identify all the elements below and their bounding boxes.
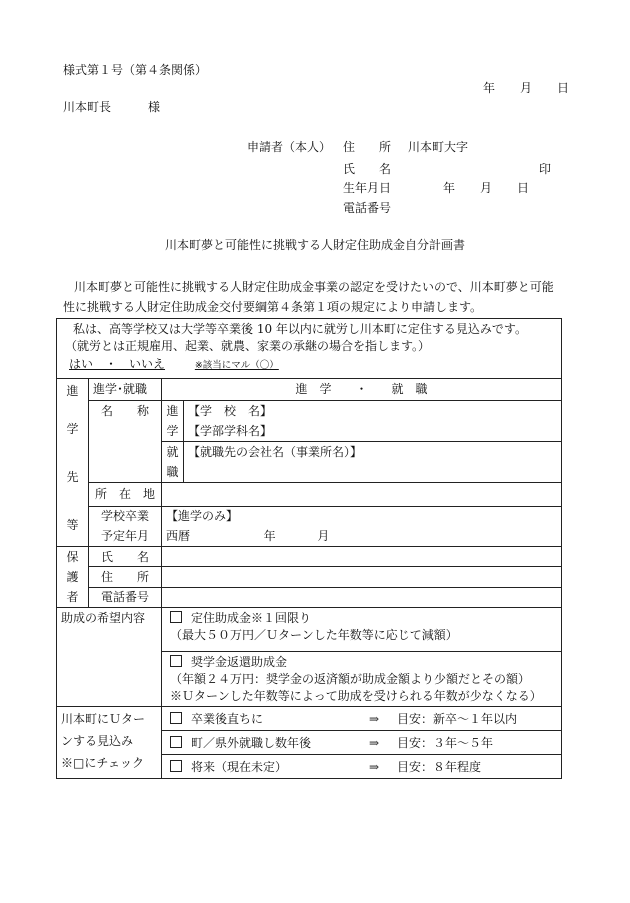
location-label: 所 在 地 [89, 483, 162, 507]
declaration-line-2: （就労とは正規雇用、起業、就農、家業の承継の場合を指します。） [65, 339, 431, 354]
guardian-phone-label: 電話番号 [89, 587, 162, 607]
yes-no-choice[interactable]: はい ・ いいえ [69, 356, 166, 371]
date-year: 年 [483, 81, 496, 95]
circle-note: ※該当にマル（〇） [194, 359, 279, 371]
addressee-honorific: 様 [148, 100, 161, 114]
applicant-birth-label: 生年月日 [343, 181, 392, 195]
wish-label: 助成の希望内容 [57, 608, 162, 707]
document-title: 川本町夢と可能性に挑戦する人財定住助成金自分計画書 [164, 238, 465, 252]
applicant-address-label: 住 所 [343, 140, 392, 154]
checkbox-wish-1[interactable] [170, 611, 182, 623]
applicant-label: 申請者（本人） [247, 140, 332, 154]
wish-option-2: 奨学金返還助成金 （年額２４万円：奨学金の返済額が助成金額より少額だとその額） ※Ｕターンした年数等によって助成を受けられる年数が少なくなる） [162, 652, 562, 707]
type-label: 進学･就職 [89, 379, 162, 401]
date-day: 日 [557, 81, 570, 95]
declaration-cell [57, 319, 562, 379]
school-side-label: 進 学 [162, 401, 184, 442]
name-label: 名 称 [89, 401, 162, 483]
application-table [56, 318, 562, 779]
applicant-phone-label: 電話番号 [343, 201, 392, 215]
location-field[interactable] [162, 483, 562, 507]
guardian-name-label: 氏 名 [89, 547, 162, 567]
faculty-field[interactable]: 【学部学科名】 [184, 421, 562, 442]
uturn-option-2: 町／県外就職し数年後 ⇒ 目安：３年～５年 [162, 731, 562, 755]
checkbox-uturn-1[interactable] [170, 712, 182, 724]
company-field[interactable]: 【就職先の会社名（事業所名）】 [184, 442, 562, 483]
applicant-address-value: 川本町大字 [408, 140, 469, 154]
declaration-line-1: 私は、高等学校又は大学等卒業後 10 年以内に就労し川本町に定住する見込みです。 [73, 322, 527, 336]
checkbox-wish-2[interactable] [170, 655, 182, 667]
school-name-field[interactable]: 【学 校 名】 [184, 401, 562, 422]
form-number: 様式第１号（第４条関係） [63, 63, 208, 77]
intro-line-2: 性に挑戦する人財定住助成金交付要綱第４条第１項の規定により申請します。 [63, 300, 483, 314]
birth-day: 日 [517, 181, 530, 195]
seal-mark: 印 [539, 162, 552, 176]
guardian-address-label: 住 所 [89, 567, 162, 587]
date-month: 月 [520, 81, 533, 95]
uturn-option-3: 将来（現在未定） ⇒ 目安：８年程度 [162, 755, 562, 779]
wish-option-1: 定住助成金※１回限り （最大５０万円／Ｕターンした年数等に応じて減額） [162, 608, 562, 652]
addressee-name: 川本町長 [63, 100, 112, 114]
uturn-label: 川本町にＵター ンする見込み ※□にチェック [57, 707, 162, 779]
uturn-option-1: 卒業後直ちに ⇒ 目安：新卒～１年以内 [162, 707, 562, 731]
type-value[interactable]: 進 学 ・ 就 職 [162, 379, 562, 401]
job-side-label: 就 職 [162, 442, 184, 483]
birth-year: 年 [443, 181, 456, 195]
intro-line-1: 川本町夢と可能性に挑戦する人財定住助成金事業の認定を受けたいので、川本町夢と可能 [74, 280, 554, 294]
guardian-name-field[interactable] [162, 547, 562, 567]
graduation-label: 学校卒業 予定年月 [89, 507, 162, 547]
graduation-field[interactable]: 【進学のみ】 西暦 年 月 [162, 507, 562, 547]
path-section-label: 進 学 先 等 [57, 379, 89, 547]
checkbox-uturn-2[interactable] [170, 736, 182, 748]
guardian-address-field[interactable] [162, 567, 562, 587]
checkbox-uturn-3[interactable] [170, 760, 182, 772]
applicant-name-label: 氏 名 [343, 162, 392, 176]
guardian-phone-field[interactable] [162, 587, 562, 607]
birth-month: 月 [480, 181, 493, 195]
guardian-section-label: 保 護 者 [57, 547, 89, 608]
